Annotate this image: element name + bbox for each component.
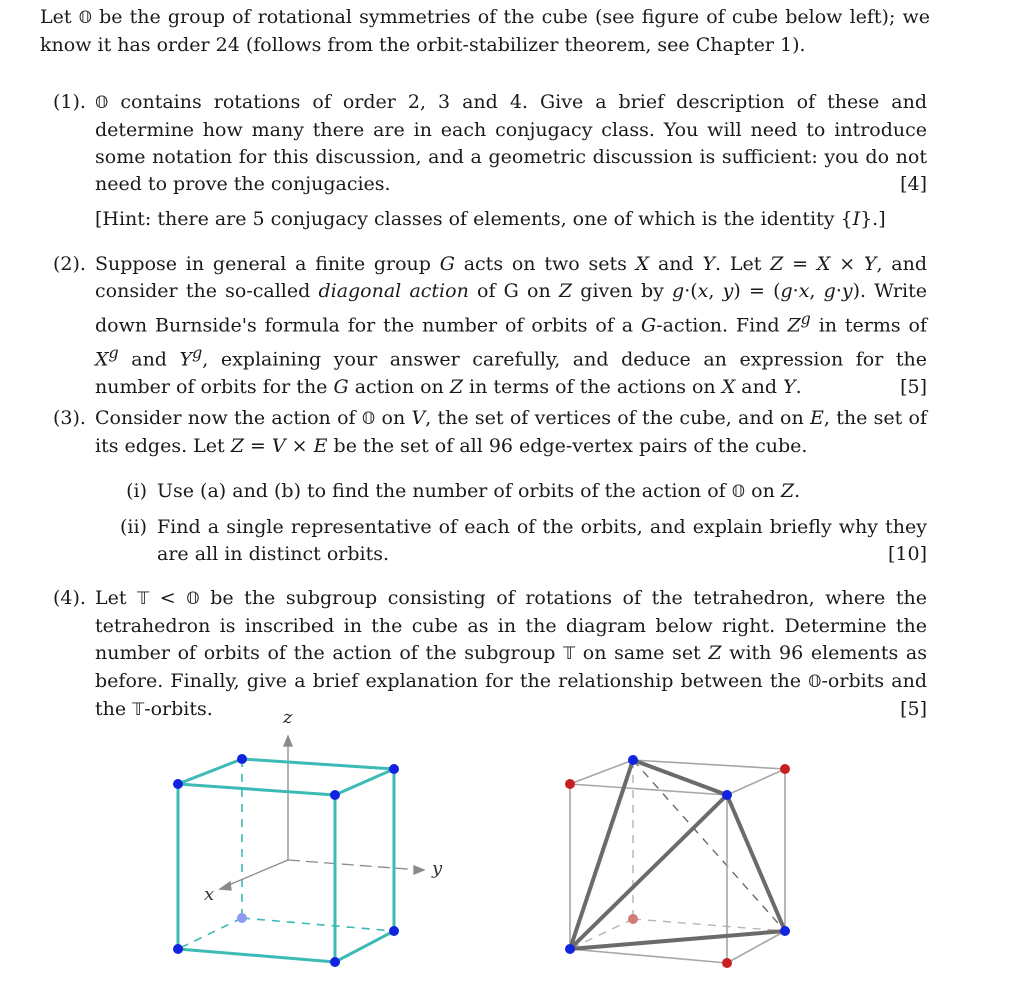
other-vertex — [780, 764, 790, 774]
tetra-edge — [570, 795, 727, 949]
symbol-O: 𝕆 — [808, 672, 822, 692]
math-op: < — [149, 587, 187, 609]
math-var: y — [841, 280, 853, 302]
vertex — [330, 957, 340, 967]
vertex — [237, 754, 247, 764]
math-var: G — [439, 253, 455, 275]
math-var: Z — [708, 642, 722, 664]
question-text: Let — [95, 587, 138, 609]
hidden-edge — [633, 760, 785, 931]
question-number: (1). — [53, 91, 86, 113]
vertex — [330, 790, 340, 800]
math-var: X — [816, 253, 831, 275]
math-var: g — [108, 343, 119, 363]
question-text: with 96 elements as before. Finally, give a brief explanation for the relationship between the — [95, 642, 928, 692]
question-number: (4). — [53, 587, 86, 609]
math-op: = — [243, 435, 272, 457]
math-var: y — [722, 280, 734, 302]
intro-text: Let — [40, 6, 79, 28]
symbol-O: 𝕆 — [78, 8, 93, 28]
math-op: × — [830, 253, 864, 275]
vertex — [173, 779, 183, 789]
math-var: G — [641, 314, 657, 337]
math-var: Y — [783, 375, 796, 398]
math-op: , — [708, 280, 723, 302]
hint-text: }.] — [860, 208, 886, 230]
question-text: -orbits. — [144, 698, 213, 720]
math-var: E — [810, 407, 824, 429]
math-var: G — [333, 375, 349, 398]
cube-figure-left — [173, 707, 443, 967]
top-face — [178, 759, 394, 795]
question-number: (2). — [53, 253, 86, 275]
math-op: · — [835, 280, 842, 302]
question-number: (3). — [53, 407, 86, 429]
question-text: , and consider the so-called — [95, 253, 928, 302]
hidden-edge — [633, 919, 785, 931]
vertex — [389, 926, 399, 936]
question-text: on — [518, 280, 559, 302]
tetra-vertex — [722, 790, 732, 800]
symbol-T: 𝕋 — [132, 700, 145, 720]
symbol-O: 𝕆 — [186, 589, 200, 609]
x-axis — [224, 860, 288, 887]
math-var: g — [780, 280, 793, 302]
math-op: ) = ( — [733, 280, 781, 302]
question-text: on — [745, 480, 781, 502]
math-var: Z — [449, 375, 464, 398]
marks: [5] — [900, 698, 927, 720]
math-var: x — [697, 280, 709, 302]
question-text: acts on two sets — [454, 253, 636, 275]
subquestion-number: (ii) — [120, 516, 147, 538]
hint-text: [Hint: there are 5 conjugacy classes of elements, one of which is the identity { — [95, 208, 853, 230]
question-text: on same set — [575, 642, 709, 664]
math-var: V — [271, 435, 286, 457]
question-text: . — [794, 480, 801, 502]
math-op: · — [792, 280, 799, 302]
question-text: . — [795, 375, 802, 398]
axis-label-z: z — [283, 707, 293, 728]
z-arrow-icon — [284, 736, 292, 746]
math-var: Z — [780, 480, 795, 502]
hidden-edge — [178, 918, 242, 949]
math-var: Z — [770, 253, 784, 275]
math-op: ·( — [684, 280, 698, 302]
y-axis — [288, 860, 420, 870]
math-var: g — [192, 343, 203, 363]
tetra-vertex — [628, 755, 638, 765]
y-arrow-icon — [414, 866, 424, 874]
question-text: . Let — [715, 253, 771, 275]
question-text: of — [468, 280, 504, 302]
tetra-hidden-edge — [633, 760, 785, 931]
math-var: X — [95, 348, 109, 371]
question-text: on — [375, 407, 412, 429]
question-text: be the set of all 96 edge-vertex pairs of the cube. — [327, 435, 808, 457]
math-var: I — [852, 208, 861, 230]
question-text: in terms of — [810, 314, 927, 337]
tetra-visible-edges — [570, 760, 785, 949]
math-op: × — [285, 435, 314, 457]
other-vertex — [722, 958, 732, 968]
intro-text: be the group of rotational symmetries of the cube (see figure of cube below left); we know it has order 24 (follows from the orbit-stabilizer theorem, see Chapter 1). — [40, 6, 930, 56]
tetra-vertex — [780, 926, 790, 936]
question-text: -orbits and the — [95, 670, 927, 720]
math-op: = — [783, 253, 817, 275]
question-text: Consider now the action of — [95, 407, 362, 429]
marks: [10] — [887, 543, 927, 565]
symbol-T: 𝕋 — [137, 589, 150, 609]
math-var: g — [672, 280, 685, 302]
question-text: and — [735, 375, 784, 398]
hidden-other-vertex — [628, 914, 638, 924]
question-text: , the set of its edges. Let — [95, 407, 927, 457]
marks: [4] — [900, 173, 927, 195]
hidden-edge — [242, 918, 394, 931]
question-text: Find a single representative of each of the orbits, and explain briefly why they are all in distinct orbits. — [157, 516, 927, 565]
question-text: and — [118, 348, 180, 371]
question-text: given by — [572, 280, 673, 302]
other-vertex — [565, 779, 575, 789]
math-var: g — [800, 309, 811, 328]
math-var: Y — [702, 253, 716, 275]
marks: [5] — [900, 375, 927, 398]
symbol-O: 𝕆 — [361, 409, 376, 429]
math-var: E — [313, 435, 328, 457]
math-var: Z — [558, 280, 573, 302]
question-text: ). Write down Burnside's formula for the number of orbits of a — [95, 280, 927, 337]
symbol-O: 𝕆 — [731, 482, 746, 502]
axis-label-y: y — [432, 858, 443, 879]
subquestion-number: (i) — [126, 480, 147, 502]
math-var: Z — [230, 435, 244, 457]
question-text: contains rotations of order 2, 3 and 4. Give a brief description of these and determine how many there are in each conjugacy class. You will need to introduce some notation for this discussion, and a geometric discussion is sufficient: you do not need to prove the conjugacies. — [95, 91, 927, 195]
tetrahedron-figure-right — [565, 755, 790, 968]
math-var: Y — [863, 253, 877, 275]
tetra-vertex — [565, 944, 575, 954]
x-arrow-icon — [220, 882, 231, 890]
math-var: g — [823, 280, 836, 302]
question-text: Use (a) and (b) to find the number of orbits of the action of — [157, 480, 732, 502]
vertex — [173, 944, 183, 954]
hidden-vertex — [237, 913, 247, 923]
math-var: V — [411, 407, 426, 429]
question-text: in terms of the actions on — [463, 375, 722, 398]
math-var: G — [503, 280, 519, 302]
math-var: x — [798, 280, 810, 302]
math-var: X — [721, 375, 736, 398]
question-text: be the subgroup consisting of rotations of the tetrahedron, where the tetrahedron is inscribed in the cube as in the diagram below right. Determine the number of orbits of the action of the subgroup — [95, 587, 927, 664]
question-text: action on — [348, 375, 450, 398]
symbol-T: 𝕋 — [563, 644, 576, 664]
symbol-O: 𝕆 — [95, 93, 109, 113]
question-text: , the set of vertices of the cube, and on — [425, 407, 810, 429]
bottom-edges — [178, 931, 394, 962]
question-text: Suppose in general a finite group — [95, 253, 440, 275]
question-text: , explaining your answer carefully, and deduce an expression for the number of orbits for the — [95, 348, 927, 398]
question-text: -action. Find — [656, 314, 788, 337]
emphasis: diagonal action — [318, 280, 469, 302]
math-var: Z — [787, 314, 801, 337]
question-text: and — [649, 253, 703, 275]
math-var: Y — [179, 348, 193, 371]
tetra-edge — [727, 795, 785, 931]
math-var: X — [635, 253, 650, 275]
vertex — [389, 764, 399, 774]
axis-label-x: x — [204, 884, 215, 905]
math-op: , — [809, 280, 824, 302]
